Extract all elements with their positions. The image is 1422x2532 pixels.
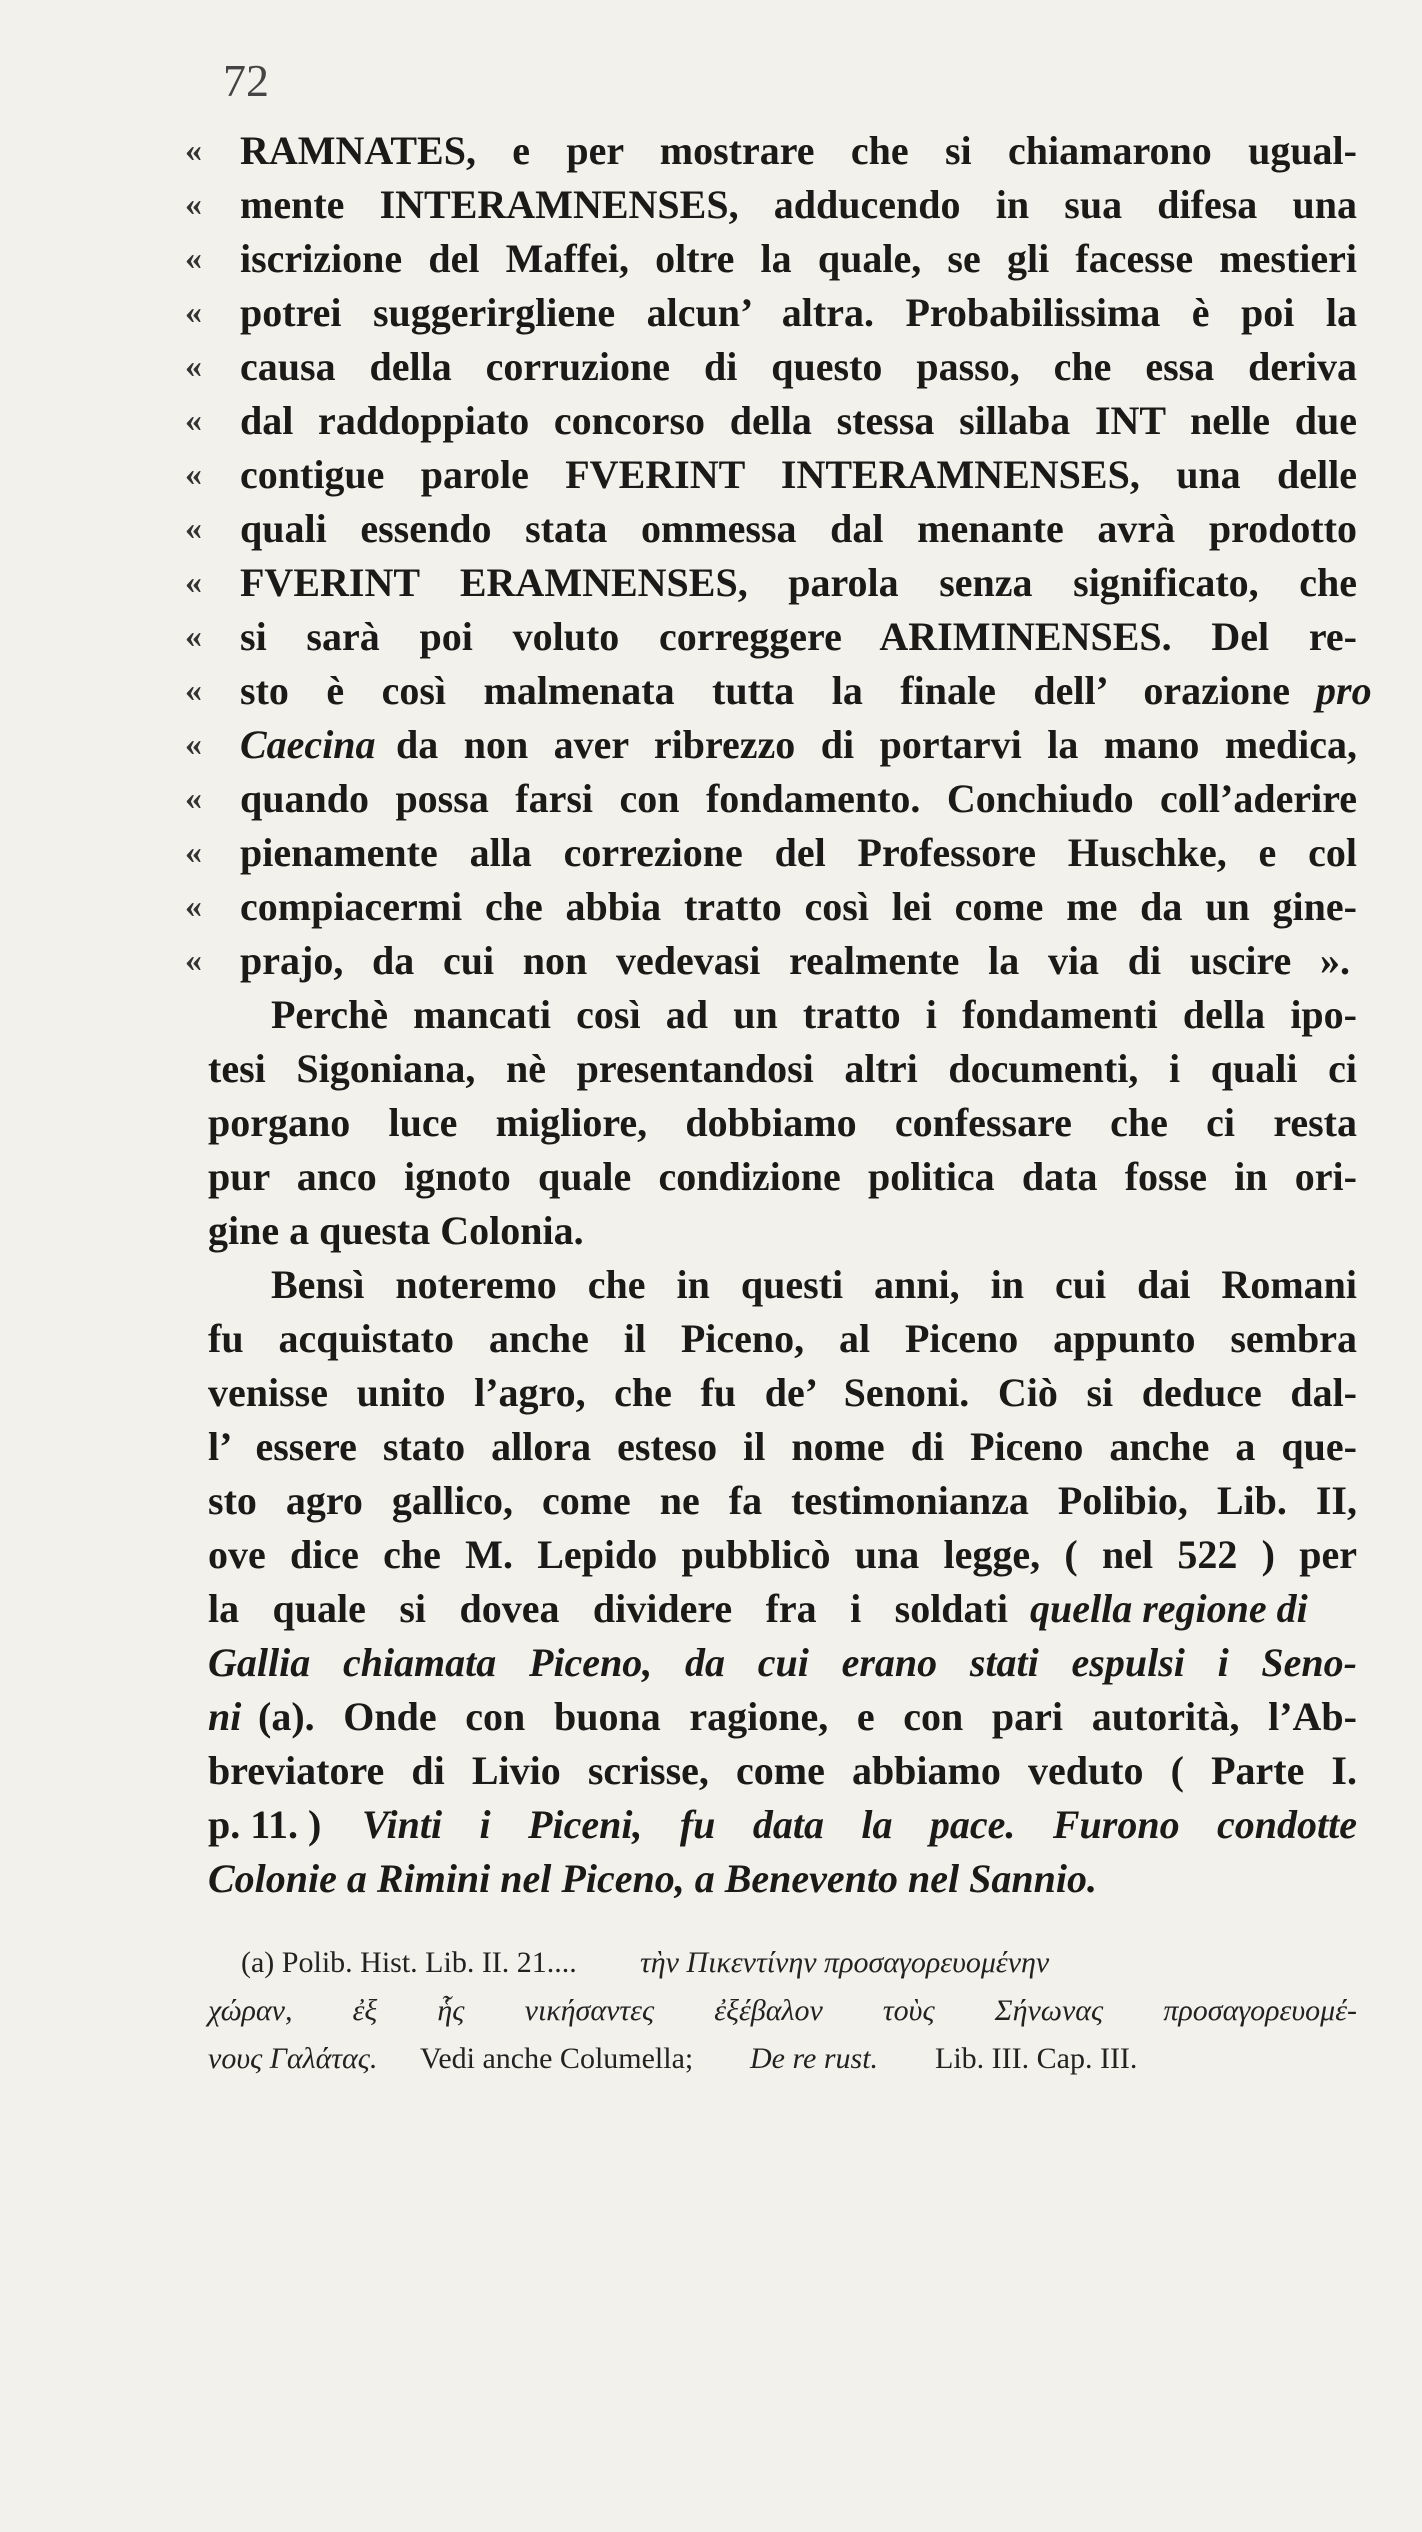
line-text: mente INTERAMNENSES, adducendo in sua difesa una [240,182,1357,227]
quoted-line [0,715,1422,775]
italic-phrase: Gallia chiamata Piceno, da cui erano stati espulsi i Seno- [208,1640,1357,1685]
line-text: FVERINT ERAMNENSES, parola senza significato, che [240,560,1357,605]
paragraph-line [0,1201,1422,1261]
footnote-line [0,2034,1422,2084]
page-number: 72 [223,55,269,106]
line-text: gine a questa Colonia. [208,1208,584,1253]
paragraph-line [0,1039,1422,1099]
footnote-line [0,1986,1422,2036]
paragraph-line [0,1093,1422,1153]
line-text: ove dice che M. Lepido pubblicò una legge, ( nel 522 ) per [208,1532,1357,1577]
quote-mark: « [185,240,202,277]
quote-mark: « [185,888,202,925]
paragraph-line [0,1795,1422,1855]
greek-text: χώραν, ἐξ ἧς νικήσαντες ἐξέβαλον τοὺς Σήνωνας προσαγορευομέ- [208,1994,1357,2027]
paragraph-line [0,1741,1422,1801]
quoted-line [0,337,1422,397]
line-text: la quale si dovea dividere fra i soldati [208,1586,1008,1631]
paragraph-line [0,1255,1422,1315]
line-text: quali essendo stata ommessa dal menante avrà prodotto [240,506,1357,551]
line-text: si sarà poi voluto correggere ARIMINENSES. Del re- [240,614,1357,659]
italic-phrase: ni [208,1694,242,1739]
paragraph-line [0,1579,1422,1639]
paragraph-line [0,1687,1422,1747]
quoted-line [0,229,1422,289]
quote-mark: « [185,456,202,493]
line-text: Bensì noteremo che in questi anni, in cui dai Romani [271,1262,1357,1307]
footnote-text: Lib. III. Cap. III. [935,2042,1138,2075]
italic-phrase: quella regione di [1030,1586,1308,1631]
quoted-line [0,175,1422,235]
line-text: causa della corruzione di questo passo, che essa deriva [240,344,1357,389]
line-text: breviatore di Livio scrisse, come abbiamo veduto ( Parte I. [208,1748,1357,1793]
quote-mark: « [185,618,202,655]
line-text: pur anco ignoto quale condizione politica data fosse in ori- [208,1154,1357,1199]
line-text: sto agro gallico, come ne fa testimonianza Polibio, Lib. II, [208,1478,1357,1523]
quote-mark: « [185,186,202,223]
quote-mark: « [185,132,202,169]
line-text: potrei suggerirgliene alcun’ altra. Probabilissima è poi la [240,290,1357,335]
greek-text: νους Γαλάτας. [208,2042,378,2075]
quoted-line [0,445,1422,505]
line-text: compiacermi che abbia tratto così lei come me da un gine- [240,884,1357,929]
quoted-line [0,661,1422,721]
quoted-line [0,769,1422,829]
paragraph-line [0,1633,1422,1693]
line-text: Perchè mancati così ad un tratto i fondamenti della ipo- [271,992,1357,1037]
line-text: da non aver ribrezzo di portarvi la mano medica, [396,722,1357,767]
quote-mark: « [185,510,202,547]
quote-mark: « [185,834,202,871]
quoted-line [0,607,1422,667]
quote-mark: « [185,942,202,979]
footnote-ref: (a) Polib. Hist. Lib. II. 21.... [241,1946,577,1979]
paragraph-line [0,1147,1422,1207]
quote-mark: « [185,726,202,763]
quoted-line [0,121,1422,181]
italic-word: Caecina [240,722,376,767]
line-text: l’ essere stato allora esteso il nome di Piceno anche a que- [208,1424,1357,1469]
paragraph-line [0,1363,1422,1423]
italic-phrase: Vinti i Piceni, fu data la pace. Furono condotte [362,1802,1357,1847]
quoted-line [0,283,1422,343]
line-text: iscrizione del Maffei, oltre la quale, se gli facesse mestieri [240,236,1357,281]
paragraph-line [0,1525,1422,1585]
line-text: quando possa farsi con fondamento. Conchiudo coll’aderire [240,776,1357,821]
quoted-line [0,823,1422,883]
quoted-line [0,877,1422,937]
quoted-line [0,931,1422,991]
footnote-line [0,1938,1422,1988]
line-text: contigue parole FVERINT INTERAMNENSES, una delle [240,452,1357,497]
line-text: fu acquistato anche il Piceno, al Piceno appunto sembra [208,1316,1357,1361]
quote-mark: « [185,672,202,709]
line-text: pienamente alla correzione del Professore Huschke, e col [240,830,1357,875]
line-text: (a). Onde con buona ragione, e con pari autorità, l’Ab- [258,1694,1357,1739]
paragraph-line [0,1417,1422,1477]
quoted-line [0,553,1422,613]
paragraph-line [0,1849,1422,1909]
quote-mark: « [185,402,202,439]
paragraph-line [0,985,1422,1045]
line-text: RAMNATES, e per mostrare che si chiamarono ugual- [240,128,1357,173]
quote-mark: « [185,780,202,817]
paragraph-line [0,1471,1422,1531]
line-text: tesi Sigoniana, nè presentandosi altri documenti, i quali ci [208,1046,1357,1091]
paragraph-line [0,1309,1422,1369]
line-text: prajo, da cui non vedevasi realmente la via di uscire ». [240,938,1350,983]
italic-word: pro [1316,668,1372,713]
line-text: venisse unito l’agro, che fu de’ Senoni. Ciò si deduce dal- [208,1370,1357,1415]
line-text: p. 11. ) [208,1802,322,1847]
line-text: porgano luce migliore, dobbiamo confessare che ci resta [208,1100,1357,1145]
greek-text: τὴν Πικεντίνην προσαγορευομένην [640,1946,1050,1979]
quote-mark: « [185,348,202,385]
quote-mark: « [185,294,202,331]
footnote-italic: De re rust. [750,2042,879,2075]
footnote-text: Vedi anche Columella; [420,2042,694,2075]
quoted-line [0,499,1422,559]
line-text: sto è così malmenata tutta la finale dell’ orazione [240,668,1290,713]
italic-phrase: Colonie a Rimini nel Piceno, a Benevento nel Sannio. [208,1856,1097,1901]
quote-mark: « [185,564,202,601]
line-text: dal raddoppiato concorso della stessa sillaba INT nelle due [240,398,1357,443]
quoted-line [0,391,1422,451]
